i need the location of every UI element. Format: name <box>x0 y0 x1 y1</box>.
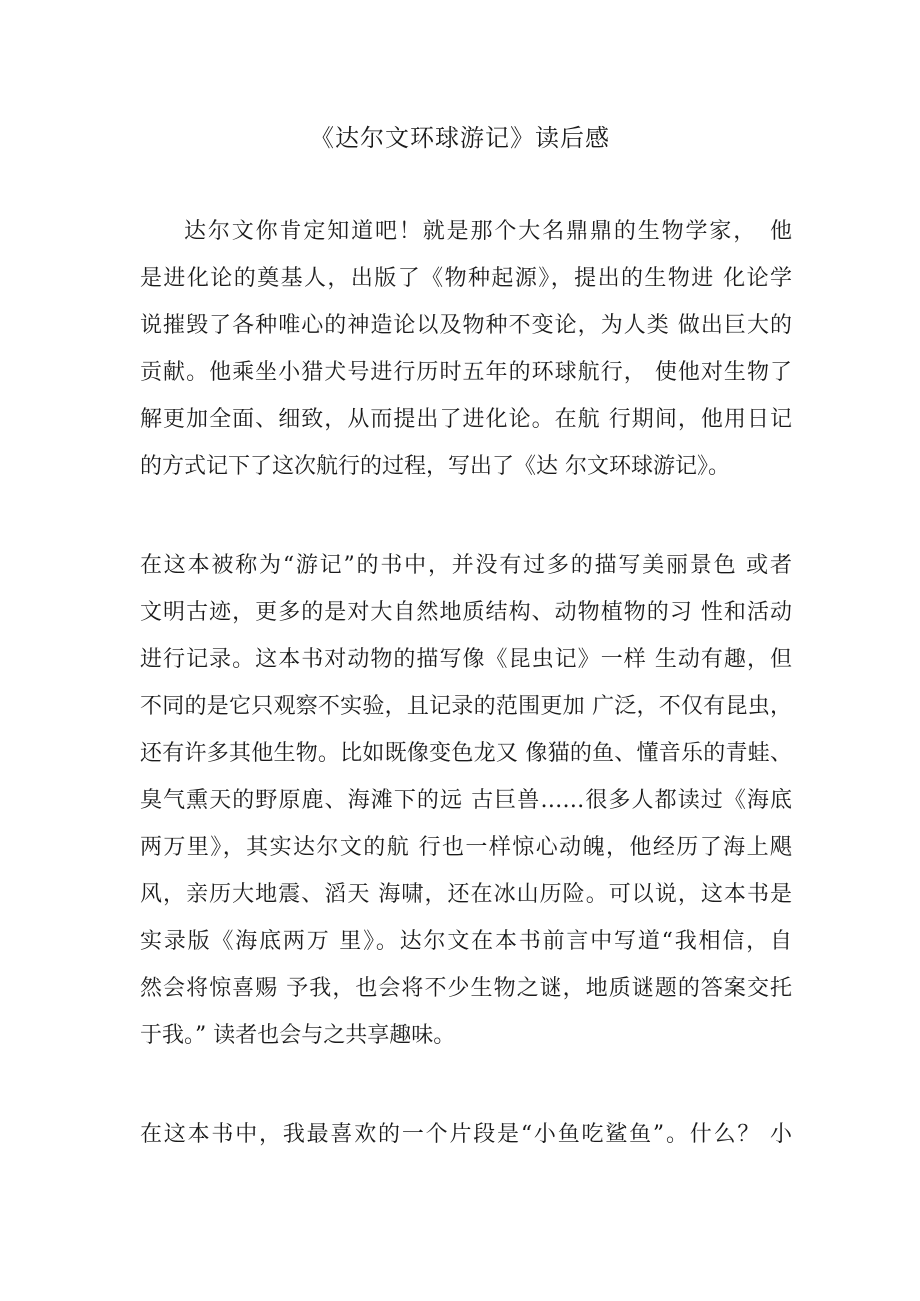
paragraph-1-line-3: 说摧毁了各种唯心的神造论以及物种不变论，为人类 做出巨大的 <box>140 313 792 338</box>
paragraph-2-line-3: 进行记录。这本书对动物的描写像《昆虫记》一样 生动有趣，但 <box>140 647 792 672</box>
paragraph-2-line-7: 两万里》，其实达尔文的航 行也一样惊心动魄，他经历了海上飓 <box>140 835 792 860</box>
paragraph-2-line-1: 在这本被称为“游记”的书中，并没有过多的描写美丽景色 或者 <box>140 553 792 578</box>
paragraph-3-line-1: 在这本书中，我最喜欢的一个片段是“小鱼吃鲨鱼”。什么？ 小 <box>140 1122 792 1147</box>
paragraph-2-line-5: 还有许多其他生物。比如既像变色龙又 像猫的鱼、懂音乐的青蛙、 <box>140 741 792 766</box>
paragraph-2-line-6: 臭气熏天的野原鹿、海滩下的远 古巨兽……很多人都读过《海底 <box>140 788 792 813</box>
paragraph-2-line-10: 然会将惊喜赐 予我，也会将不少生物之谜，地质谜题的答案交托 <box>140 976 792 1001</box>
paragraph-2-line-2: 文明古迹，更多的是对大自然地质结构、动物植物的习 性和活动 <box>140 600 792 625</box>
paragraph-2-line-9: 实录版《海底两万 里》。达尔文在本书前言中写道“我相信，自 <box>140 929 792 954</box>
paragraph-1-line-1: 达尔文你肯定知道吧！就是那个大名鼎鼎的生物学家， 他 <box>184 219 792 244</box>
paragraph-1-line-2: 是进化论的奠基人，出版了《物种起源》，提出的生物进 化论学 <box>140 266 792 291</box>
document-title: 《达尔文环球游记》读后感 <box>310 124 610 152</box>
paragraph-2-line-8: 风，亲历大地震、滔天 海啸，还在冰山历险。可以说，这本书是 <box>140 882 792 907</box>
paragraph-2-line-4: 不同的是它只观察不实验，且记录的范围更加 广泛，不仅有昆虫， <box>140 694 792 719</box>
paragraph-1-line-4: 贡献。他乘坐小猎犬号进行历时五年的环球航行， 使他对生物了 <box>140 360 792 385</box>
paragraph-1-line-5: 解更加全面、细致，从而提出了进化论。在航 行期间，他用日记 <box>140 407 792 432</box>
paragraph-1-line-6: 的方式记下了这次航行的过程，写出了《达 尔文环球游记》。 <box>140 454 730 479</box>
paragraph-2-line-11: 于我。” 读者也会与之共享趣味。 <box>140 1023 456 1048</box>
